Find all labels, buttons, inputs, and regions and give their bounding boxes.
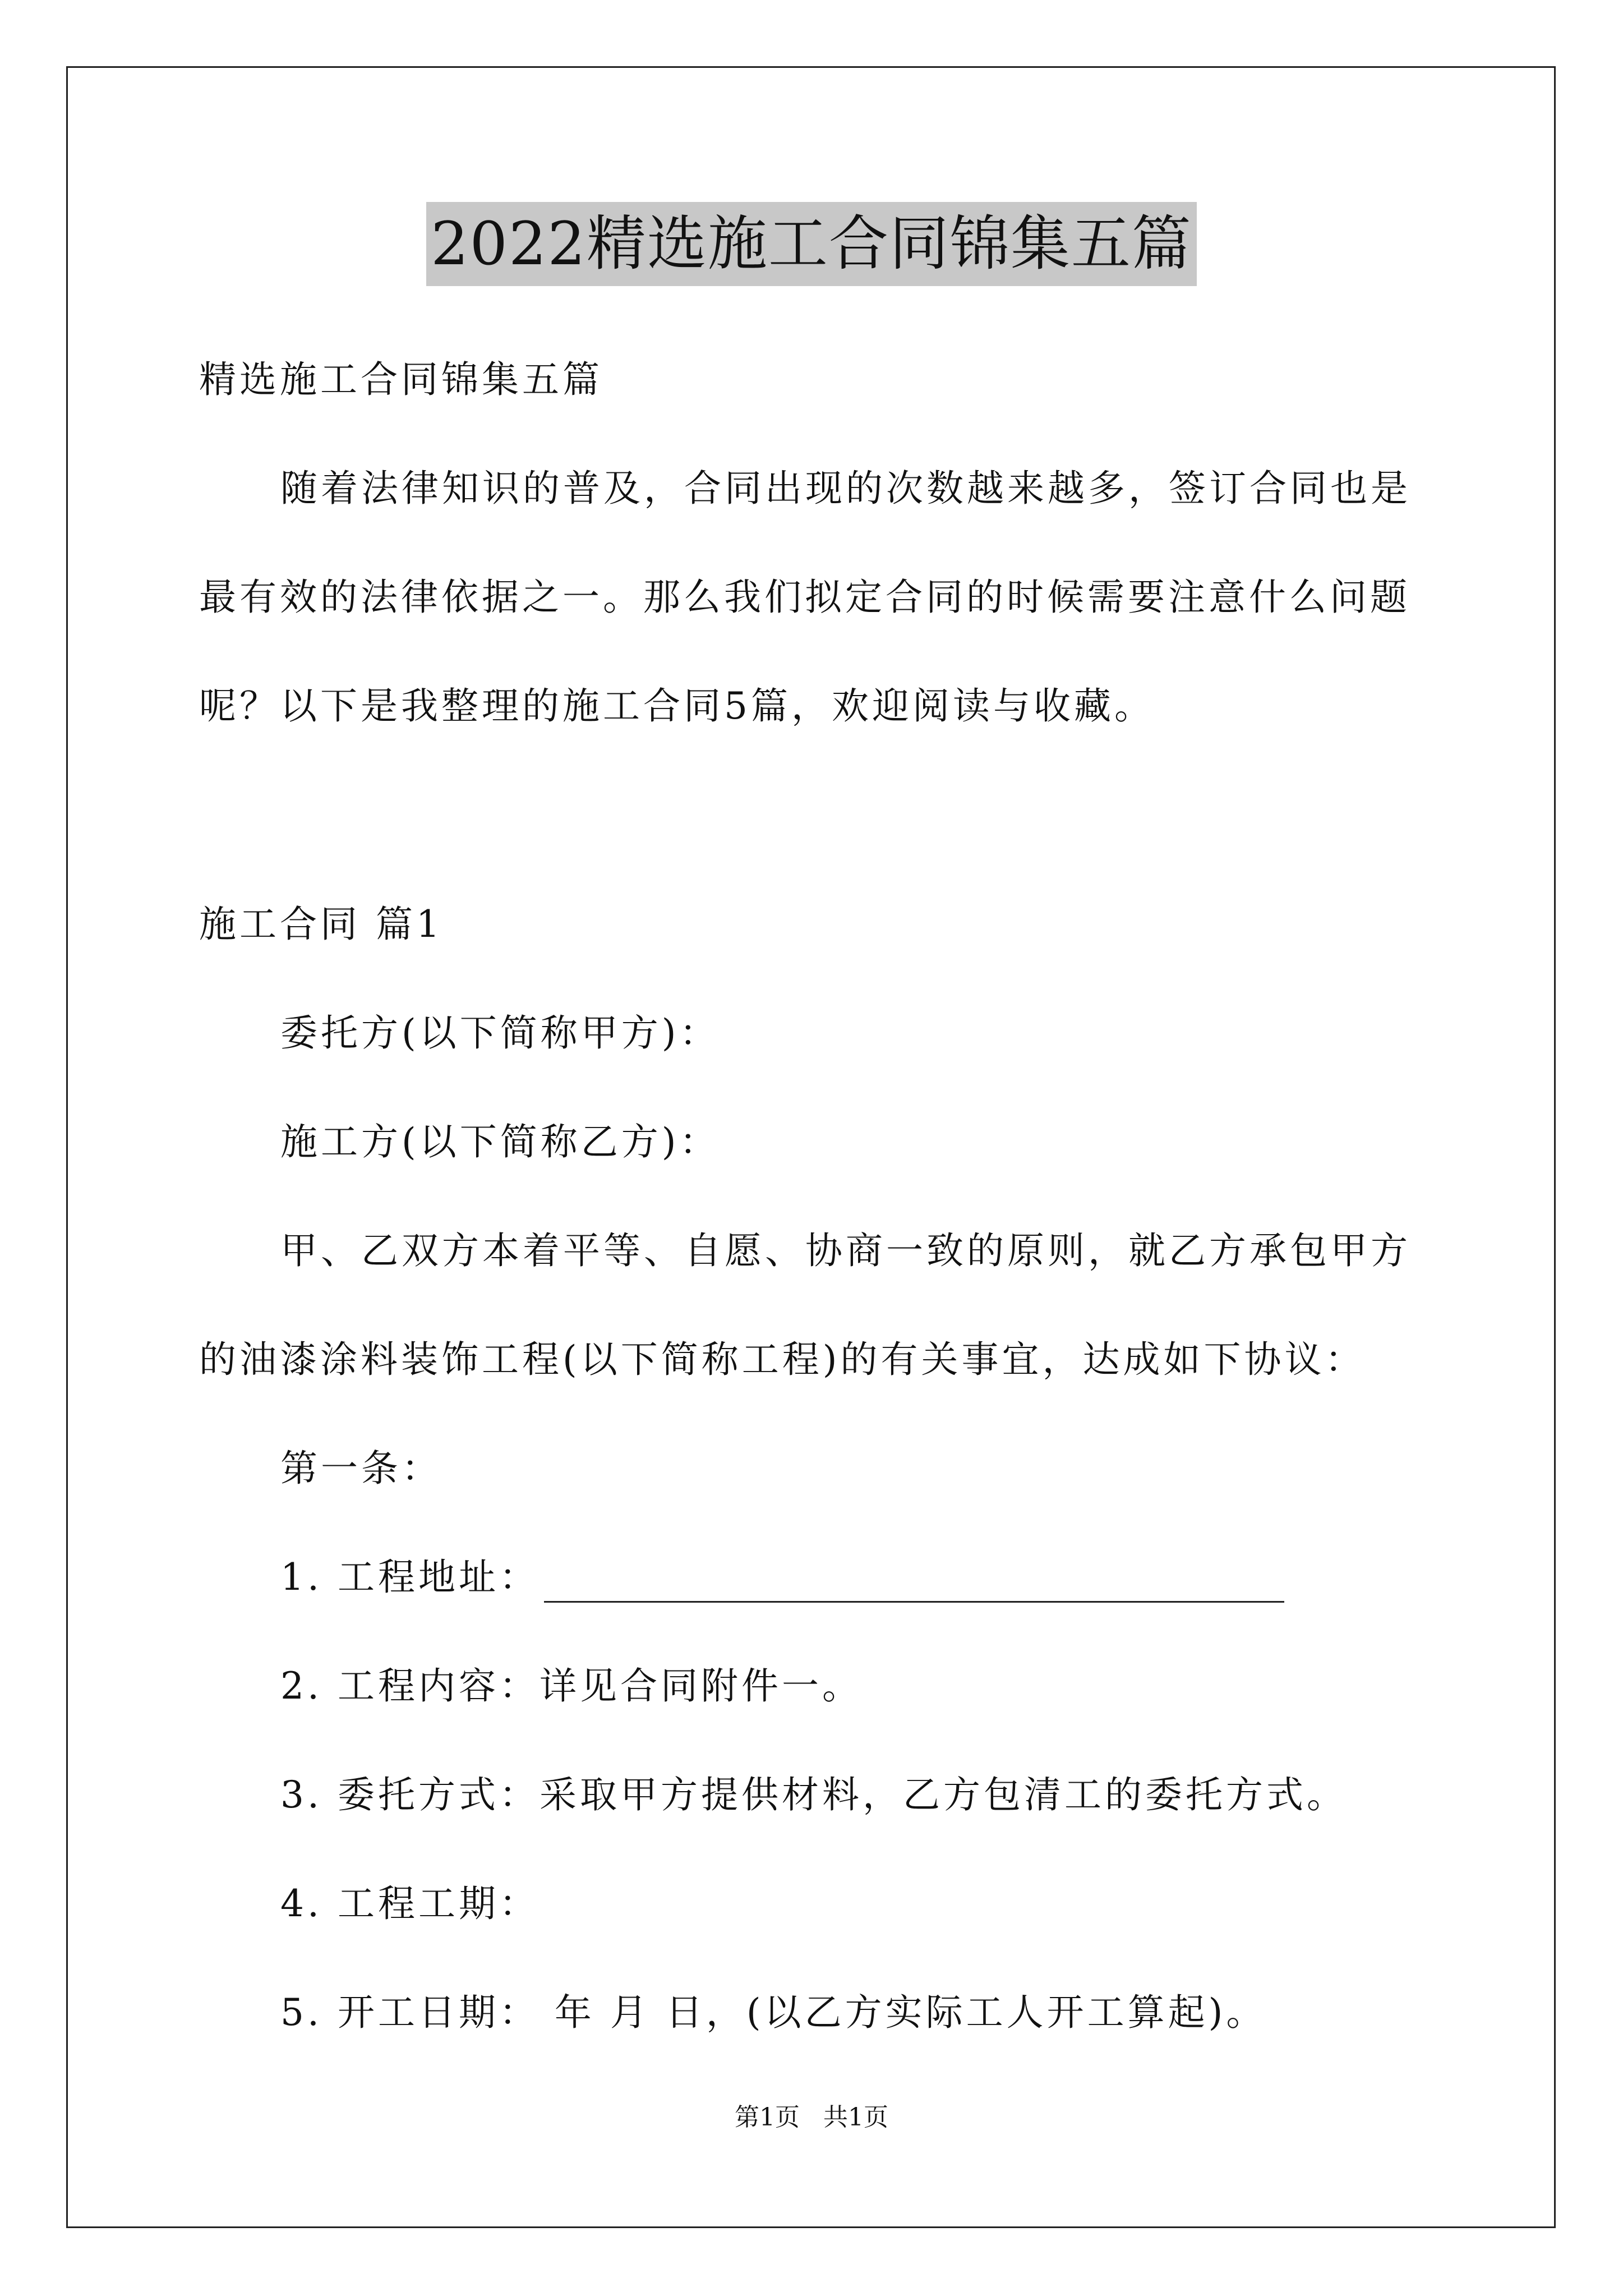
item-project-address [280, 1552, 1284, 1603]
party-b-line: 施工方(以下简称乙方)： [280, 1120, 720, 1163]
address-blank-line [544, 1566, 1284, 1603]
page-footer [0, 2101, 1623, 2134]
item-start-date: 5. 开工日期： 年 月 日，(以乙方实际工人开工算起)。 [280, 1991, 1267, 2034]
party-a-line: 委托方(以下简称甲方)： [280, 1011, 720, 1055]
intro-line-2: 最有效的法律依据之一。那么我们拟定合同的时候需要注意什么问题 [199, 576, 1410, 619]
document-subtitle: 精选施工合同锦集五篇 [199, 358, 603, 401]
article-one-heading: 第一条： [280, 1447, 442, 1490]
item-project-duration: 4. 工程工期： [280, 1882, 540, 1925]
title-container [0, 202, 1623, 286]
intro-line-3: 呢？以下是我整理的施工合同5篇，欢迎阅读与收藏。 [199, 684, 1155, 728]
agreement-line-1: 甲、乙双方本着平等、自愿、协商一致的原则，就乙方承包甲方 [280, 1229, 1411, 1272]
footer-page-number: 第1页 [735, 2103, 800, 2132]
section-heading: 施工合同 篇1 [199, 903, 443, 946]
document-title: 2022精选施工合同锦集五篇 [426, 202, 1197, 286]
item-project-address-label: 1. 工程地址： [280, 1556, 540, 1599]
agreement-line-2: 的油漆涂料装饰工程(以下简称工程)的有关事宜，达成如下协议： [199, 1338, 1366, 1381]
footer-total-pages: 共1页 [823, 2103, 888, 2132]
item-commission-method: 3. 委托方式：采取甲方提供材料，乙方包清工的委托方式。 [280, 1773, 1347, 1816]
intro-line-1: 随着法律知识的普及，合同出现的次数越来越多，签订合同也是 [280, 467, 1411, 510]
item-project-content: 2. 工程内容：详见合同附件一。 [280, 1664, 863, 1708]
